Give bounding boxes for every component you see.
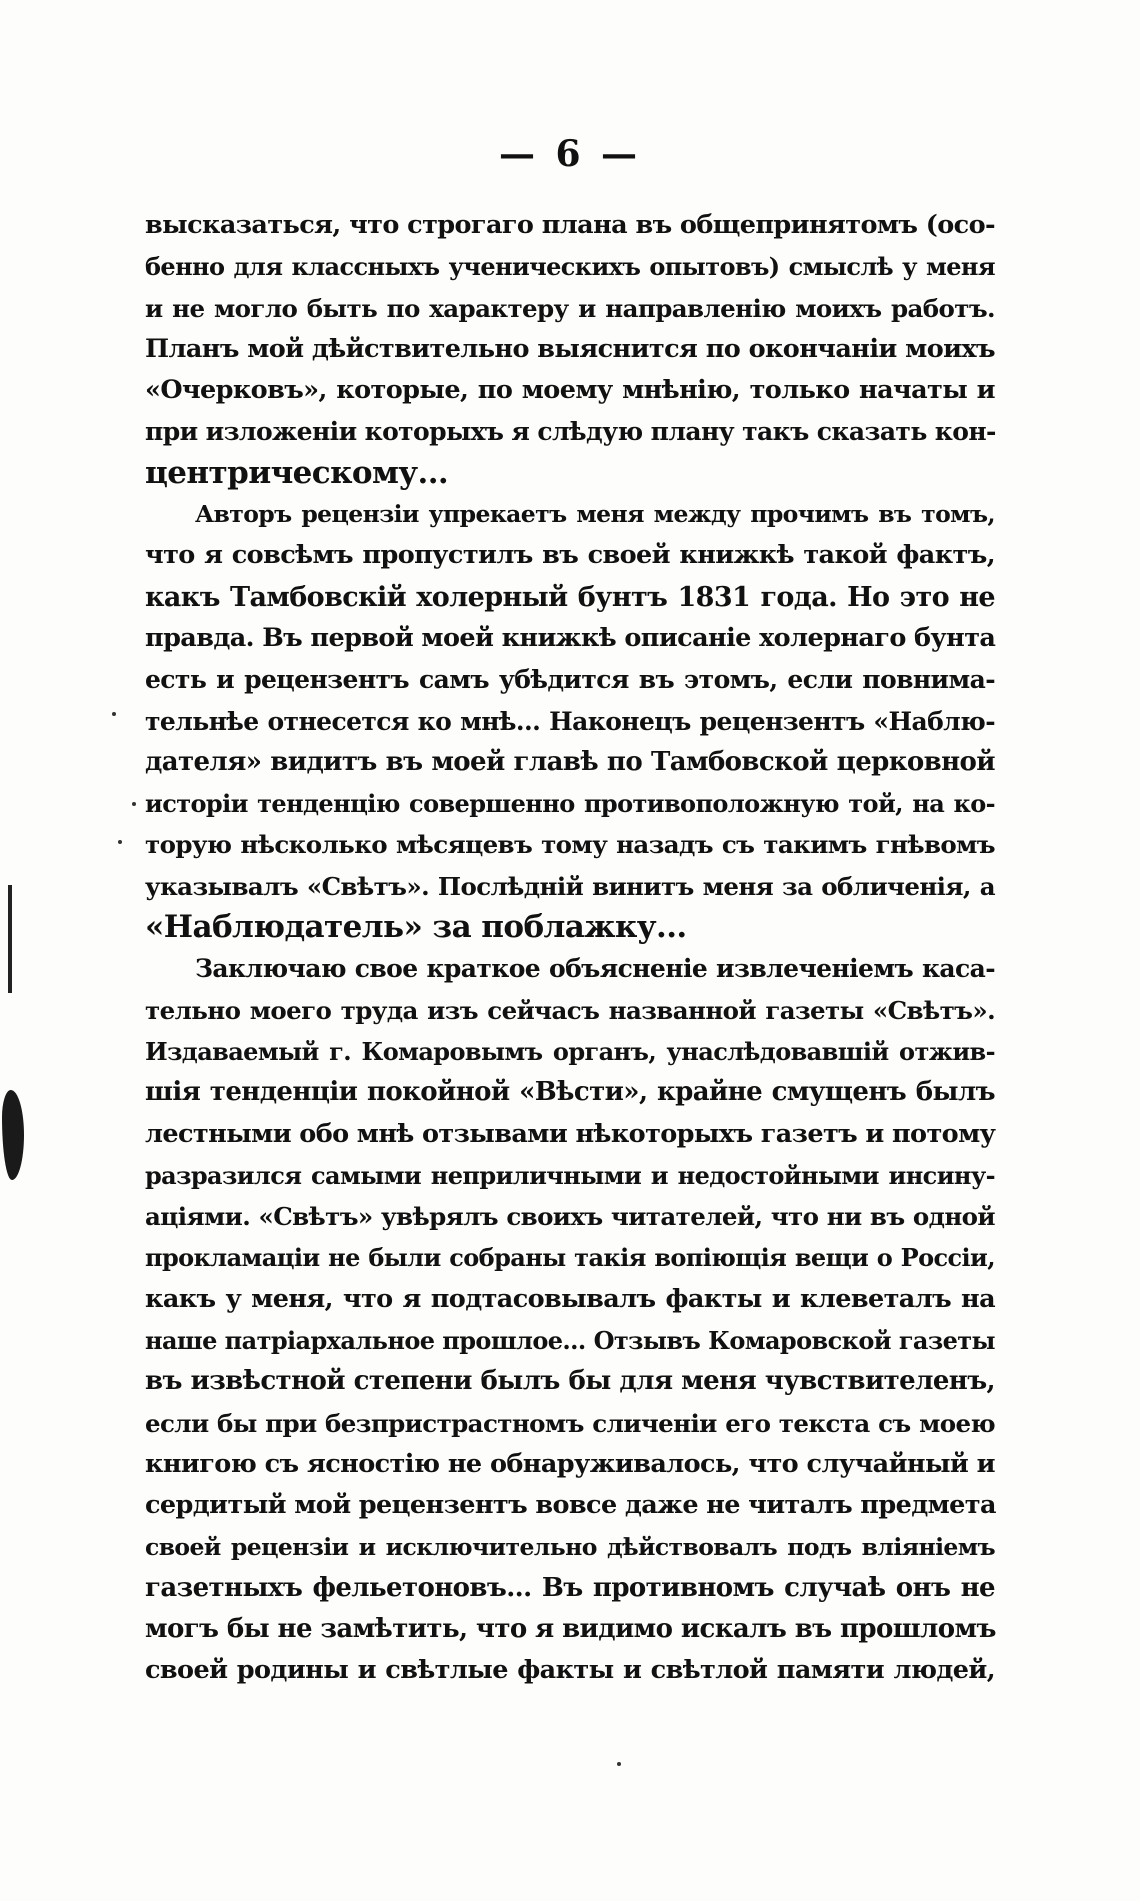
paragraph-3: [145, 948, 995, 1691]
text-line: лестными обо мнѣ отзывами нѣкоторыхъ газетъ и потому: [145, 1118, 996, 1149]
text-line: книгою съ ясностію не обнаруживалось, что случайный и: [145, 1448, 995, 1479]
text-line: центрическому...: [145, 454, 449, 491]
text-line: тельно моего труда изъ сейчасъ названной газеты «Свѣтъ».: [145, 995, 995, 1025]
scan-speck: [617, 1762, 621, 1766]
text-line: при изложеніи которыхъ я слѣдую плану такъ сказать кон-: [145, 417, 996, 447]
text-line: сердитый мой рецензентъ вовсе даже не читалъ предмета: [145, 1490, 996, 1521]
text-line: разразился самыми неприличными и недостойными инсину-: [145, 1160, 995, 1190]
page-number: — 6 —: [498, 133, 642, 175]
text-line: высказаться, что строгаго плана въ общепринятомъ (осо-: [145, 210, 995, 240]
scan-artifact-blob: [2, 1090, 24, 1180]
text-line: правда. Въ первой моей книжкѣ описаніе холернаго бунта: [145, 622, 996, 653]
text-line: тельнѣе отнесется ко мнѣ... Наконецъ рецензентъ «Наблю-: [145, 706, 995, 736]
text-line: указывалъ «Свѣтъ». Послѣдній винитъ меня за обличенія, а: [145, 871, 995, 901]
text-line: своей родины и свѣтлые факты и свѣтлой памяти людей,: [145, 1655, 995, 1686]
body-text: [145, 205, 995, 1692]
scan-speck: [112, 712, 116, 716]
text-line: Заключаю свое краткое объясненіе извлеченіемъ каса-: [195, 954, 995, 984]
scan-artifact-bar: [8, 885, 12, 993]
text-line: своей рецензіи и исключительно дѣйствовалъ подъ вліяніемъ: [145, 1532, 995, 1561]
text-line: торую нѣсколько мѣсяцевъ тому назадъ съ такимъ гнѣвомъ: [145, 830, 995, 860]
text-line: «Очерковъ», которые, по моему мнѣнію, только начаты и: [145, 375, 995, 406]
paragraph-1: [145, 205, 995, 494]
text-line: бенно для классныхъ ученическихъ опытовъ) смыслѣ у меня: [145, 252, 995, 282]
text-line: Издаваемый г. Комаровымъ органъ, унаслѣдовавшій отжив-: [145, 1036, 995, 1066]
text-line: какъ Тамбовскій холерный бунтъ 1831 года. Но это не: [145, 581, 995, 613]
text-line: наше патріархальное прошлое... Отзывъ Комаровской газеты: [145, 1326, 995, 1356]
scan-speck: [132, 802, 136, 806]
text-line: въ извѣстной степени былъ бы для меня чувствителенъ,: [145, 1366, 995, 1397]
text-line: могъ бы не замѣтить, что я видимо искалъ въ прошломъ: [145, 1614, 996, 1645]
text-line: аціями. «Свѣтъ» увѣрялъ своихъ читателей, что ни въ одной: [145, 1202, 995, 1232]
paragraph-2: [145, 494, 995, 948]
text-line: что я совсѣмъ пропустилъ въ своей книжкѣ такой фактъ,: [145, 540, 995, 571]
text-line: газетныхъ фельетоновъ... Въ противномъ случаѣ онъ не: [145, 1572, 995, 1603]
text-line: дателя» видитъ въ моей главѣ по Тамбовской церковной: [145, 746, 995, 777]
text-line: шія тенденціи покойной «Вѣсти», крайне смущенъ былъ: [145, 1077, 995, 1108]
text-line: исторіи тенденцію совершенно противоположную той, на ко-: [145, 789, 995, 819]
text-line: если бы при безпристрастномъ сличеніи его текста съ моею: [145, 1408, 995, 1438]
scan-speck: [118, 840, 122, 844]
text-line: и не могло быть по характеру и направленію моихъ работъ.: [145, 293, 995, 323]
text-line: прокламаціи не были собраны такія вопіющія вещи о Россіи,: [145, 1243, 995, 1273]
text-line: Планъ мой дѣйствительно выяснится по окончаніи моихъ: [145, 333, 995, 364]
text-line: есть и рецензентъ самъ убѣдится въ этомъ, если повнима-: [145, 665, 995, 695]
text-line: Авторъ рецензіи упрекаетъ меня между прочимъ въ томъ,: [195, 500, 995, 529]
text-line: какъ у меня, что я подтасовывалъ факты и клеветалъ на: [145, 1283, 995, 1314]
text-line: «Наблюдатель» за поблажку...: [145, 909, 687, 946]
